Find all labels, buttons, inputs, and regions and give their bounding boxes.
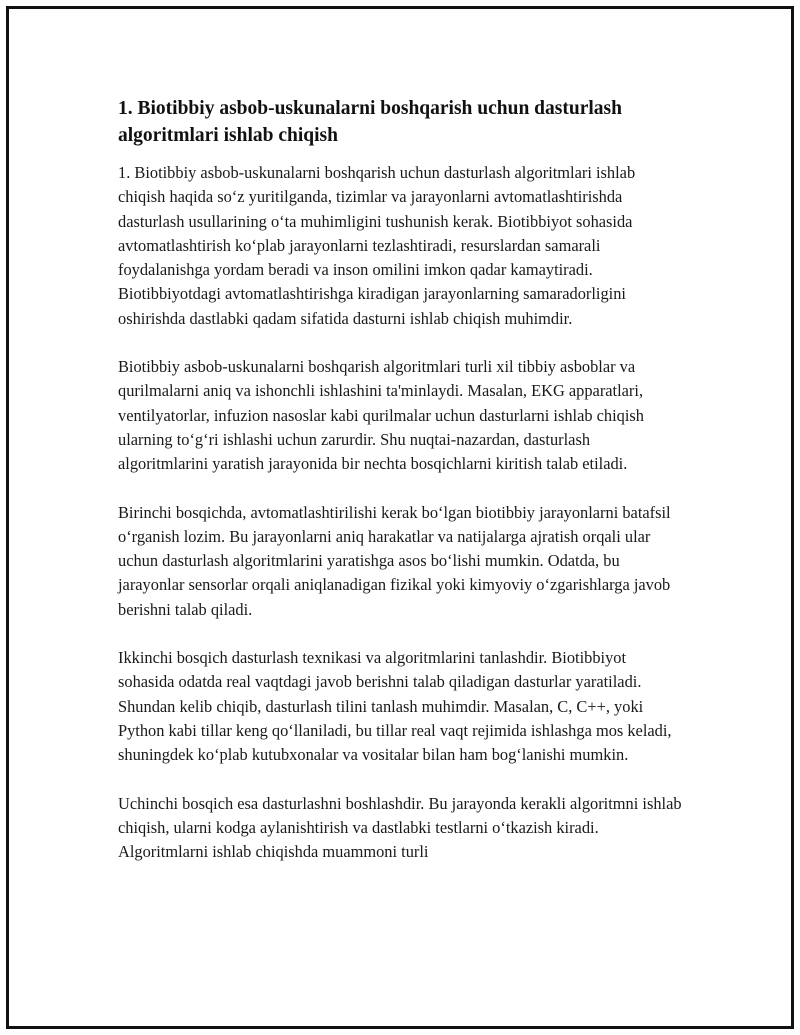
document-body: [118, 95, 683, 888]
paragraph-algorithms: Biotibbiy asbob-uskunalarni boshqarish algoritmlari turli xil tibbiy asboblar va qurilmalarni aniq va ishonchli ishlashini ta'minlaydi. Masalan, EKG apparatlari, ventilyatorlar, infuzion nasoslar kabi qurilmalar uchun dasturlarni ishlab chiqish ularning to‘g‘ri ishlashi uchun zarurdir. Shu nuqtai-nazardan, dasturlash algoritmlarini yaratish jarayonida bir nechta bosqichlarni kiritish talab etiladi.: [118, 357, 644, 474]
paragraph-stage-three: Uchinchi bosqich esa dasturlashni boshlashdir. Bu jarayonda kerakli algoritmni ishlab chiqish, ularni kodga aylanishtirish va dastlabki testlarni o‘tkazish kiradi. Algoritmlarni ishlab chiqishda muammoni turli: [118, 793, 682, 862]
paragraph-stage-two: Ikkinchi bosqich dasturlash texnikasi va algoritmlarini tanlashdir. Biotibbiyot sohasida odatda real vaqtdagi javob berishni talab qiladigan dasturlar yaratiladi. Shundan kelib chiqib, dasturlash tilini tanlash muhimdir. Masalan, C, C++, yoki Python kabi tillar keng qo‘llaniladi, bu tillar real vaqt rejimida ishlashga mos keladi, shuningdek ko‘plab kutubxonalar va vositalar bilan ham bog‘lanishi mumkin.: [118, 648, 672, 765]
paragraph-stage-one: Birinchi bosqichda, avtomatlashtirilishi kerak bo‘lgan biotibbiy jarayonlarni batafsil o‘rganish lozim. Bu jarayonlarni aniq harakatlar va natijalarga ajratish orqali ular uchun dasturlash algoritmlarini yaratishga asos bo‘lishi mumkin. Odatda, bu jarayonlar sensorlar orqali aniqlanadigan fizikal yoki kimyoviy o‘zgarishlarga javob berishni talab qiladi.: [118, 502, 671, 619]
section-heading: 1. Biotibbiy asbob-uskunalarni boshqarish uchun dasturlash algoritmlari ishlab chiqish: [118, 98, 622, 146]
paragraph-intro: 1. Biotibbiy asbob-uskunalarni boshqarish uchun dasturlash algoritmlari ishlab chiqish haqida so‘z yuritilganda, tizimlar va jarayonlarni avtomatlashtirishda dasturlash usullarining o‘ta muhimligini tushunish kerak. Biotibbiyot sohasida avtomatlashtirish ko‘plab jarayonlarni tezlashtiradi, resurslardan samarali foydalanishga yordam beradi va inson omilini imkon qadar kamaytiradi. Biotibbiyotdagi avtomatlashtirishga kiradigan jarayonlarning samaradorligini oshirishda dastlabki qadam sifatida dasturni ishlab chiqish muhimdir.: [118, 163, 636, 328]
